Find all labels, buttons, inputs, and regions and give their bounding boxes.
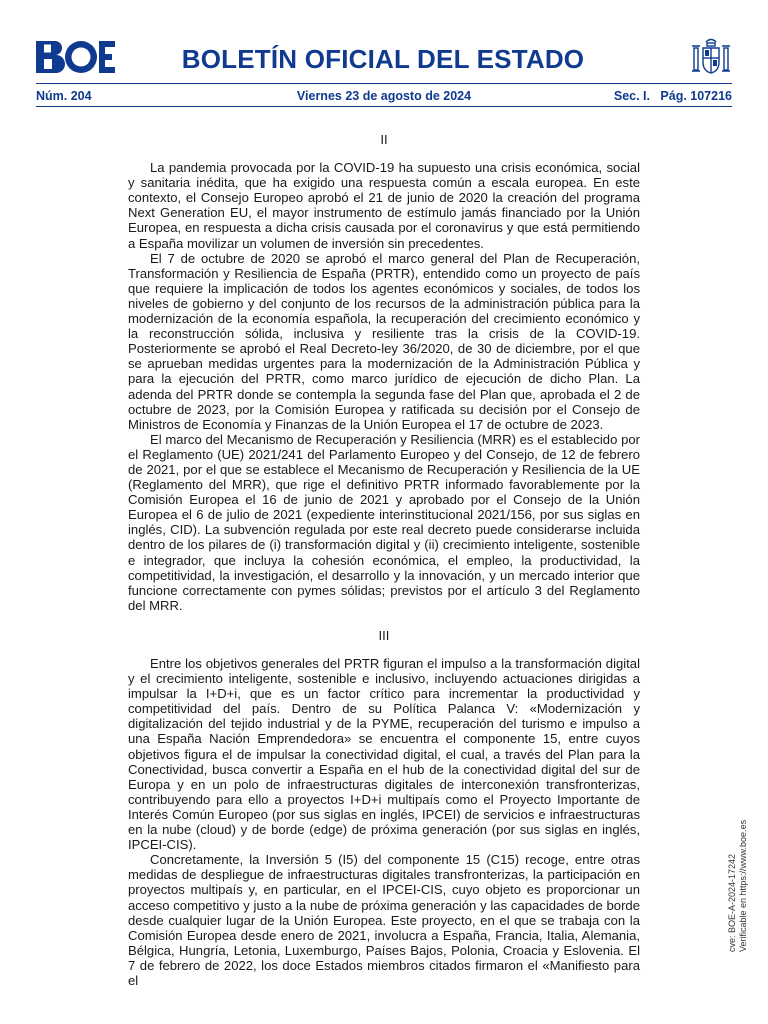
masthead-title: BOLETÍN OFICIAL DEL ESTADO (181, 44, 585, 74)
cve-code: cve: BOE-A-2024-17242 (727, 853, 737, 952)
header-rule-bottom (36, 106, 732, 107)
paragraph: Concretamente, la Inversión 5 (I5) del componente 15 (C15) recoge, entre otras medidas de despliegue de infraestructuras digitales transfronterizas, la participación en proyectos multipaís y, en particular, en el IPCEI-CIS, cuyo objeto es proporcionar un acceso competitivo y justo a la nube de próxima generación y las capacidades de borde desde cualquier lugar de la Unión Europea. Este proyecto, en el que se trabaja con la Comisión Europea desde enero de 2021, involucra a España, Francia, Italia, Alemania, Bélgica, Hungría, Letonia, Luxemburgo, Países Bajos, Polonia, Croacia y Eslovenia. El 7 de febrero de 2022, los doce Estados miembros citados firmaron el «Manifiesto para el (128, 852, 640, 988)
verification-note (727, 820, 749, 952)
issue-date: Viernes 23 de agosto de 2024 (296, 89, 472, 103)
paragraph: El 7 de octubre de 2020 se aprobó el marco general del Plan de Recuperación, Transformación y Resiliencia de España (PRTR), entendido como un proyecto de país que requiere la implicación de todos los agentes económicos y sociales, de todos los niveles de gobierno y del conjunto de los recursos de la administración pública para la modernización de la economía española, la recuperación del crecimiento económico y la reconstrucción sólida, inclusiva y resiliente tras la crisis de la COVID-19. Posteriormente se aprobó el Real Decreto-ley 36/2020, de 30 de diciembre, por el que se aprueban medidas urgentes para la modernización de la Administración Pública y para la ejecución del PRTR, como marco jurídico de ejecución de dicho Plan. La adenda del PRTR donde se contempla la segunda fase del Plan que, aprobada el 2 de octubre de 2023, por la Comisión Europea y ratificada su decisión por el Consejo de Ministros de Economía y Finanzas de la Unión Europea el 17 de octubre de 2023. (128, 250, 640, 432)
coat-of-arms-icon (690, 36, 732, 78)
paragraph: Entre los objetivos generales del PRTR figuran el impulso a la transformación digital y el crecimiento inteligente, sostenible e inclusivo, incluyendo actuaciones dirigidas a impulsar la I+D+i, que es un factor crítico para incrementar la productividad y competitividad del país. Dentro de su Política Palanca V: «Modernización y digitalización del tejido industrial y de la PYME, recuperación del turismo e impulso a una España Nación Emprendedora» se encuentra el componente 15, entre cuyos objetivos figura el de impulsar la conectividad digital, el cual, a través del Plan para la Conectividad, busca convertir a España en el hub de la conectividad digital del sur de Europa y en un polo de infraestructuras digitales de interconexión transfronterizas, contribuyendo para ello a proyectos I+D+i multipaís como el Proyecto Importante de Interés Común Europeo (por sus siglas en inglés, IPCEI) de servicios e infraestructuras en la nube (cloud) y de borde (edge) de próxima generación (por sus siglas en inglés, IPCEI-CIS). (128, 656, 640, 853)
section-heading-iii: III (378, 627, 390, 643)
paragraph: El marco del Mecanismo de Recuperación y Resiliencia (MRR) es el establecido por el Reglamento (UE) 2021/241 del Parlamento Europeo y del Consejo, de 12 de febrero de 2021, por el que se establece el Mecanismo de Recuperación y Resiliencia de la UE (Reglamento del MRR), que rige el definitivo PRTR informado favorablemente por la Comisión Europea el 16 de junio de 2021 y aprobado por el Consejo de la Unión Europea el 6 de julio de 2021 (expediente interinstitucional 2021/156, por sus siglas en inglés, CID). La subvención regulada por este real decreto puede considerarse incluida dentro de los pilares de (i) transformación digital y (ii) crecimiento inteligente, sostenible e integrador, que incluya la cohesión económica, el empleo, la productividad, la competitividad, la investigación, el desarrollo y la innovación, y un mercado interior que funcione correctamente con pymes sólidas; previstos por el artículo 3 del Reglamento del MRR. (128, 431, 640, 613)
section-heading-ii: II (380, 132, 388, 147)
section-page: Sec. I. Pág. 107216 (613, 89, 732, 103)
boe-logo (36, 41, 115, 73)
document-body (128, 132, 640, 988)
issue-number: Núm. 204 (36, 89, 92, 103)
header-rule-top (36, 83, 732, 84)
paragraph: La pandemia provocada por la COVID-19 ha supuesto una crisis económica, social y sanitaria inédita, que ha exigido una respuesta común a escala europea. En este contexto, el Consejo Europeo aprobó el 21 de junio de 2020 la creación del programa Next Generation EU, el mayor instrumento de estímulo jamás financiado por la Unión Europea, en respuesta a dicha crisis causada por el coronavirus y que está permitiendo a España movilizar un volumen de inversión sin precedentes. (128, 160, 640, 251)
verification-link[interactable]: Verificable en https://www.boe.es (738, 819, 748, 952)
